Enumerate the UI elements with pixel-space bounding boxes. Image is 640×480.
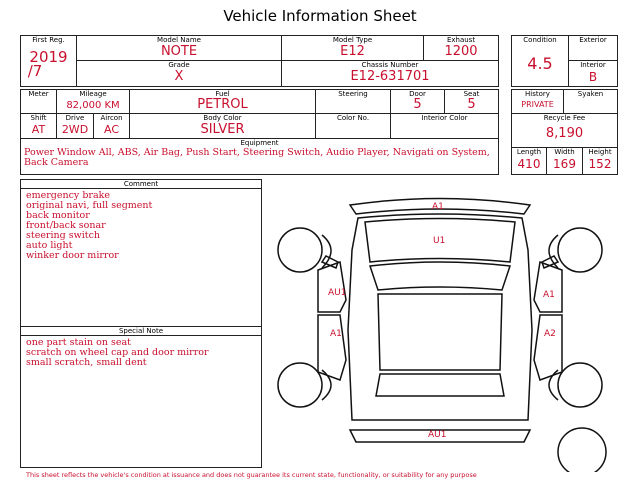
fuel-label: Fuel bbox=[215, 90, 230, 98]
sheet-title: Vehicle Information Sheet bbox=[223, 7, 417, 25]
condition-label: Condition bbox=[523, 36, 557, 44]
width-label: Width bbox=[554, 148, 575, 156]
model-type-label: Model Type bbox=[332, 36, 373, 44]
door-label: Door bbox=[409, 90, 426, 98]
special-note-item: scratch on wheel cap and door mirror bbox=[26, 347, 209, 358]
syaken-label: Syaken bbox=[577, 90, 604, 98]
history-value: PRIVATE bbox=[521, 100, 554, 109]
right-front-door bbox=[534, 262, 562, 312]
left-front-door bbox=[318, 262, 346, 312]
damage-mark-front-bumper: A1 bbox=[432, 202, 444, 212]
steering-label: Steering bbox=[338, 90, 368, 98]
comment-item: auto light bbox=[26, 240, 73, 251]
windshield-outline bbox=[370, 262, 510, 290]
model-type-value: E12 bbox=[340, 44, 365, 59]
interior-label: Interior bbox=[580, 61, 606, 69]
first-reg-year: 2019 bbox=[29, 48, 68, 66]
seat-label: Seat bbox=[463, 90, 480, 98]
rear-left-wheel bbox=[278, 363, 322, 407]
first-reg-label: First Reg. bbox=[32, 36, 65, 44]
body-color-value: SILVER bbox=[200, 122, 245, 137]
damage-mark-right-door: A2 bbox=[544, 329, 556, 339]
model-name-value: NOTE bbox=[160, 44, 198, 59]
recycle-fee-label: Recycle Fee bbox=[543, 114, 586, 122]
rear-right-wheel bbox=[558, 363, 602, 407]
interior-value: B bbox=[588, 70, 598, 84]
equipment-value: Power Window All, ABS, Air Bag, Push Start, Steering Switch, Audio Player, Navigati on System, Back Camera bbox=[24, 147, 490, 168]
disclaimer: This sheet reflects the vehicle's condition at issuance and does not guarantee its current state, functionality, or suitability for any purpose bbox=[26, 471, 477, 479]
special-note-label: Special Note bbox=[118, 327, 164, 335]
exhaust-value: 1200 bbox=[444, 44, 478, 59]
drive-value: 2WD bbox=[61, 123, 89, 136]
width-value: 169 bbox=[553, 157, 576, 171]
roof-outline bbox=[378, 294, 502, 370]
mileage-value: 82,000 KM bbox=[66, 100, 120, 111]
comment-label: Comment bbox=[123, 180, 159, 188]
shift-value: AT bbox=[31, 123, 46, 136]
damage-mark-left-fender: AU1 bbox=[328, 288, 347, 298]
aircon-label: Aircon bbox=[100, 114, 123, 122]
car-damage-diagram bbox=[265, 178, 620, 472]
front-left-wheel bbox=[278, 228, 322, 272]
damage-mark-right-fender: A1 bbox=[543, 290, 555, 300]
spare-wheel bbox=[558, 428, 606, 472]
damage-mark-left-door: A1 bbox=[330, 329, 342, 339]
length-value: 410 bbox=[517, 157, 541, 171]
fuel-value: PETROL bbox=[197, 97, 248, 112]
recycle-fee-value: 8,190 bbox=[545, 126, 584, 141]
comment-list bbox=[26, 191, 152, 261]
door-value: 5 bbox=[413, 97, 422, 112]
equipment-label: Equipment bbox=[240, 139, 279, 147]
length-label: Length bbox=[516, 148, 542, 156]
shift-label: Shift bbox=[30, 114, 47, 122]
first-reg-month: /7 bbox=[27, 62, 43, 80]
grade-label: Grade bbox=[168, 61, 190, 69]
history-label: History bbox=[525, 90, 550, 98]
mileage-label: Mileage bbox=[79, 90, 107, 98]
height-value: 152 bbox=[588, 157, 612, 171]
exterior-label: Exterior bbox=[579, 36, 607, 44]
color-no-label: Color No. bbox=[336, 114, 370, 122]
exhaust-label: Exhaust bbox=[446, 36, 476, 44]
chassis-value: E12-631701 bbox=[350, 69, 430, 84]
comment-item: back monitor bbox=[26, 210, 90, 221]
model-name-label: Model Name bbox=[157, 36, 201, 44]
damage-mark-hood: U1 bbox=[433, 236, 446, 246]
comment-item: front/back sonar bbox=[26, 220, 106, 231]
comment-item: emergency brake bbox=[26, 190, 110, 201]
height-label: Height bbox=[588, 148, 612, 156]
drive-label: Drive bbox=[65, 114, 85, 122]
damage-mark-rear-bumper: AU1 bbox=[428, 430, 447, 440]
comment-item: original navi, full segment bbox=[26, 200, 153, 211]
special-note-item: small scratch, small dent bbox=[26, 357, 147, 368]
front-right-wheel bbox=[558, 228, 602, 272]
comment-item: winker door mirror bbox=[26, 250, 119, 261]
aircon-value: AC bbox=[103, 123, 119, 136]
chassis-label: Chassis Number bbox=[361, 61, 419, 69]
interior-color-label: Interior Color bbox=[421, 114, 468, 122]
special-note-list bbox=[26, 338, 209, 368]
condition-value: 4.5 bbox=[527, 54, 553, 73]
seat-value: 5 bbox=[467, 97, 476, 112]
comment-item: steering switch bbox=[26, 230, 101, 241]
grade-value: X bbox=[174, 69, 184, 84]
meter-label: Meter bbox=[28, 90, 49, 98]
rear-window-outline bbox=[376, 374, 504, 396]
body-color-label: Body Color bbox=[203, 114, 242, 122]
special-note-item: one part stain on seat bbox=[26, 337, 131, 348]
